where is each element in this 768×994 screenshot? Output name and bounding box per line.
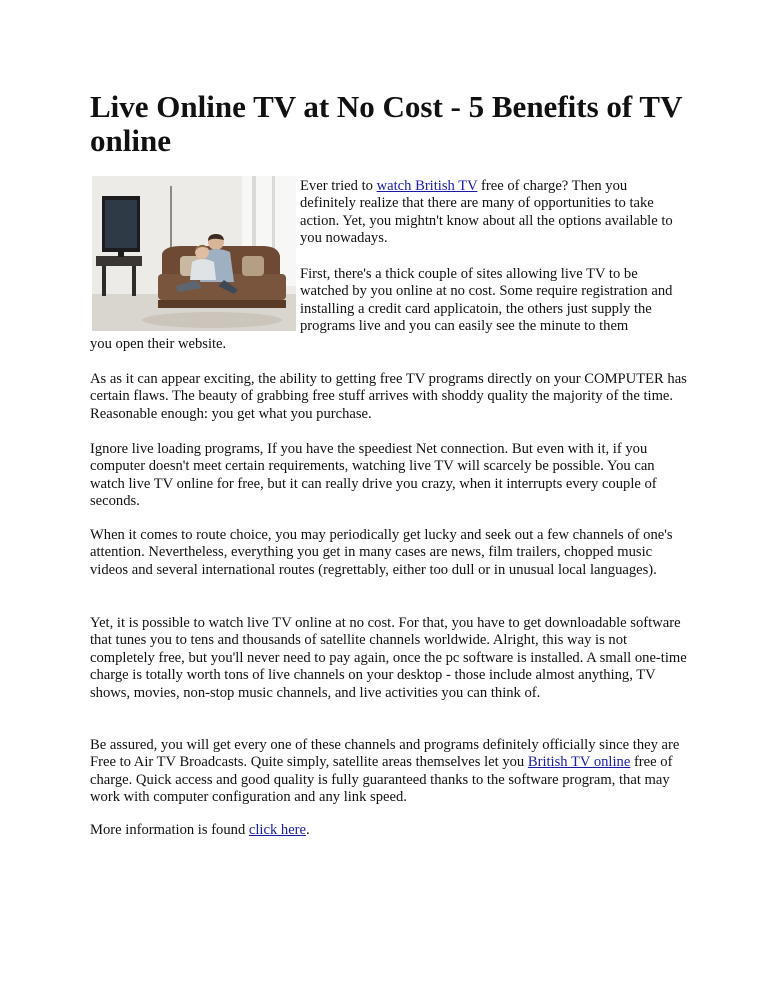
page-title: Live Online TV at No Cost - 5 Benefits of TV online [90, 89, 682, 158]
broadcasts-text-end: free of charge. Quick access and good quality is fully guaranteed thanks to the software program, that may work with computer configuration and any link speed. [90, 754, 673, 806]
click-here-link[interactable]: click here [248, 822, 307, 838]
more-info-paragraph [90, 822, 690, 839]
broadcasts-text-start: Be assured, you will get every one of these channels and programs definitely officially since they are Free to Air TV Broadcasts. Quite simply, satellite areas themselves let you [90, 737, 680, 771]
first-paragraph: First, there's a thick couple of sites allowing live TV to be watched by you online at no cost. Some require registration and installing a credit card applicatoin, the others just supply the programs live and you can easily see the minute to them [300, 266, 673, 335]
couple-watching-tv-photo [92, 176, 296, 331]
paragraph-channels: When it comes to route choice, you may periodically get lucky and seek out a few channels of one's attention. Nevertheless, everything you get in many cases are news, film trailers, chopped music videos and several international routes (regrettably, either too dull or in unusual local languages). [90, 527, 673, 578]
paragraph-streaming: Ignore live loading programs, If you have the speediest Net connection. But even with it, if you computer doesn't meet certain requirements, watching live TV will scarcely be possible. You can watch live TV online for free, but it can really drive you crazy, when it interrupts every couple of seconds. [90, 441, 657, 510]
paragraph-flaws: As as it can appear exciting, the ability to getting free TV programs directly on your COMPUTER has certain flaws. The beauty of grabbing free stuff arrives with shoddy quality the majority of the time. Reasonable enough: you get what you purchase. [90, 371, 687, 422]
more-info-period: . [306, 822, 310, 838]
intro-text-end: free of charge? Then you definitely realize that there are many of opportunities to take action. Yet, you mightn't know about all the options available to you nowadays. [300, 178, 673, 247]
more-info-text: More information is found [90, 822, 249, 838]
watch-british-tv-link[interactable]: watch British TV [376, 178, 478, 194]
british-tv-online-link[interactable]: British TV online [527, 754, 631, 771]
paragraph-broadcasts [90, 737, 690, 807]
paragraph-software: Yet, it is possible to watch live TV online at no cost. For that, you have to get downloadable software that tunes you to tens and thousands of satellite channels worldwide. Alright, this way is not completely free, but you'll never need to pay again, once the pc software is installed. A small one-time charge is totally worth tons of live channels on your desktop - those include almost anything, TV shows, movies, non-stop music channels, and live activities you can think of. [90, 615, 687, 701]
intro-paragraph [300, 178, 680, 248]
first-paragraph-tail: you open their website. [90, 336, 227, 352]
intro-text-start: Ever tried to [300, 178, 377, 194]
